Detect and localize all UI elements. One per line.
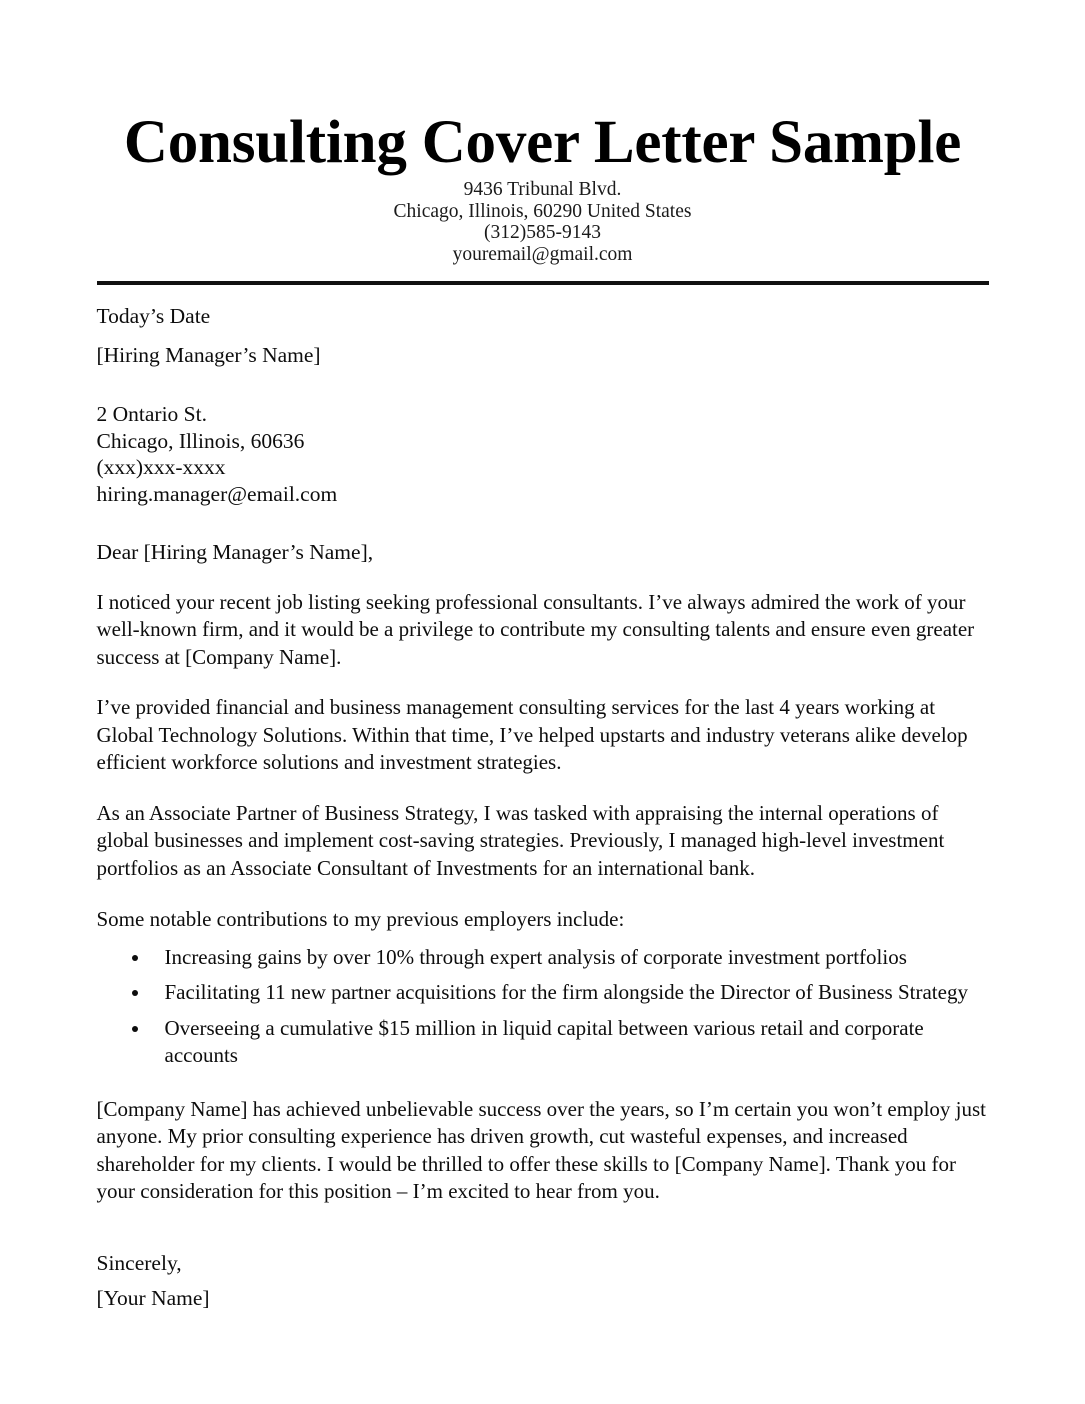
letter-header	[0, 0, 1085, 265]
recipient-address-block	[97, 401, 989, 507]
sender-contact-block	[0, 179, 1085, 265]
letter-body	[97, 285, 989, 1312]
recipient-name: [Hiring Manager’s Name]	[96, 342, 321, 367]
signature-name: [Your Name]	[96, 1286, 210, 1310]
list-item	[97, 1015, 989, 1070]
date-line: Today’s Date	[96, 304, 211, 328]
recipient-address-city: Chicago, Illinois, 60636	[96, 428, 305, 453]
bullet-icon	[132, 990, 138, 996]
salutation: Dear [Hiring Manager’s Name],	[96, 540, 374, 564]
list-lead-in: Some notable contributions to my previous employers include:	[96, 907, 625, 931]
list-item-text: Facilitating 11 new partner acquisitions for the firm alongside the Director of Business Strategy	[164, 980, 968, 1004]
contributions-list	[97, 944, 989, 1070]
body-paragraph-1: I noticed your recent job listing seeking professional consultants. I’ve always admired the work of your well-known firm, and it would be a privilege to contribute my consulting talents and ensure even greater success at [Company Name].	[96, 589, 975, 669]
sender-contact-phone: (312)585-9143	[484, 222, 601, 243]
recipient-address-phone: (xxx)xxx-xxxx	[96, 455, 226, 479]
sender-contact-street: 9436 Tribunal Blvd.	[463, 179, 622, 200]
list-item	[97, 979, 989, 1007]
sender-contact-city: Chicago, Illinois, 60290 United States	[393, 200, 692, 222]
body-paragraph-3: As an Associate Partner of Business Strategy, I was tasked with appraising the internal operations of global businesses and implement cost-saving strategies. Previously, I managed high-level investment portfolios as an Associate Consultant of Investments for an international bank.	[96, 800, 945, 880]
recipient-address-email: hiring.manager@email.com	[96, 481, 338, 506]
closing-paragraph: [Company Name] has achieved unbelievable success over the years, so I’m certain you won’t employ just anyone. My prior consulting experience has driven growth, cut wasteful expenses, and increased shareholder for my clients. I would be thrilled to offer these skills to [Company Name]. Thank you for your consideration for this position – I’m excited to hear from you.	[96, 1096, 987, 1203]
page-title: Consulting Cover Letter Sample	[123, 109, 962, 176]
list-item-text: Increasing gains by over 10% through expert analysis of corporate investment portfolios	[164, 944, 907, 969]
sign-off: Sincerely,	[96, 1250, 182, 1275]
body-paragraph-2: I’ve provided financial and business management consulting services for the last 4 years working at Global Technology Solutions. Within that time, I’ve helped upstarts and industry veterans alike develop efficient workforce solutions and investment strategies.	[96, 695, 968, 774]
recipient-address-street: 2 Ontario St.	[96, 402, 207, 426]
list-item-text: Overseeing a cumulative $15 million in liquid capital between various retail and corporate accounts	[164, 1015, 924, 1067]
list-item	[97, 944, 989, 972]
sender-contact-email: youremail@gmail.com	[452, 243, 633, 265]
bullet-icon	[132, 955, 138, 961]
bullet-icon	[132, 1026, 138, 1032]
